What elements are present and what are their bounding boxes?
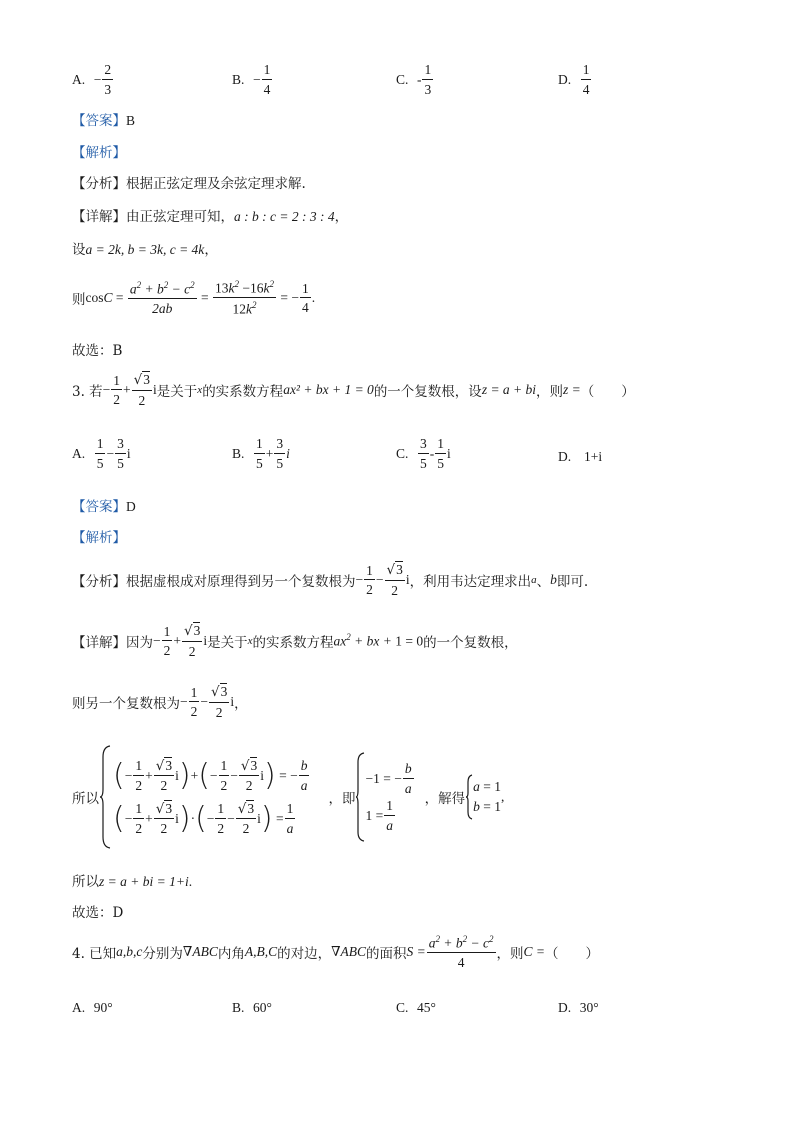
left-brace-icon [355,752,365,842]
q2-option-b: B. − $\frac{1}{4}$ [232,62,271,97]
q3-analysis: 【分析】 根据虚根成对原理得到另一个复数根为 − $\frac{1}{2}$ − $\frac{√3}{2}$ i ，利用韦达定理求出 a 、 b 即可. [72,562,589,598]
q2-analysis: 【分析】根据正弦定理及余弦定理求解. [72,176,306,192]
left-brace-icon [99,745,111,849]
q2-setting: 设a = 2k, b = 3k, c = 4k， [72,242,218,258]
option-label: A. [72,71,86,87]
question-number: 3. 若 [72,384,103,400]
q2-answer: 【答案】B [72,113,136,129]
q3-vieta-system: 所以 ( − $\frac{1}{2}$ + $\frac{√3}{2}$ i ) + ( − $\frac{1}{2}$ − $\frac{√3}{2}$ i ) = − $\frac{b}{a}$ ( − $\frac{1}{2}$ + $\frac{√3}{2}$ i ) · ( − $\frac{1}{2}$ − $\frac{√3}{2}$ i ) = $\frac{1}{a}$ ，即 −1 = − $\frac{b}{a}$ 1 = $\frac{1}{a}$ ，解得 a = 1 b = 1 , [72,745,504,849]
q4-option-b: B. 60° [232,1000,272,1015]
q3-choice: 故选：D [72,905,124,921]
q3-option-a: A. $\frac{1}{5}$ − $\frac{3}{5}$ i [72,436,131,471]
q2-cosine-formula: 则 cos C = $\frac{a^2 + b^2 - c^2}{2ab}$ = $\frac{13k^2 -16k^2}{12k^2}$ = − $\frac{1}{4}$ . [72,279,316,317]
q3-option-c: C. $\frac{3}{5}$ - $\frac{1}{5}$ i [396,436,451,471]
q4-option-d: D. 30° [558,1000,599,1015]
set-expression: a = 2k, b = 3k, c = 4k [85,242,205,257]
left-brace-icon [465,774,473,820]
q2-detail: 【详解】由正弦定理可知，a : b : c = 2 : 3 : 4， [72,209,349,225]
question-number: 4. 已知 [72,946,117,963]
q3-jiexi-heading: 【解析】 [72,530,126,546]
q3-final: 所以z = a + bi = 1+i. [72,874,193,890]
q3-conjugate-line: 则另一个复数根为 − $\frac{1}{2}$ − $\frac{√3}{2}$ i ， [72,684,248,720]
q2-option-c: C. - $\frac{1}{3}$ [396,62,432,97]
q2-jiexi-heading: 【解析】 [72,145,126,161]
equation: ax² + bx + 1 = 0 [283,382,374,397]
q4-option-a: A. 90° [72,1000,113,1015]
q3-option-d: D. 1+i [558,449,603,464]
q4-stem: 4. 已知 a,b,c 分别为 ∇ABC 内角 A,B,C 的对边， ∇ABC 的面积 S = $\frac{a^2 + b^2 - c^2}{4}$ ，则 C = （ ） [72,934,600,970]
q4-option-c: C. 45° [396,1000,436,1015]
q3-detail: 【详解】 因为 − $\frac{1}{2}$ + $\frac{√3}{2}$ i 是关于 x 的实系数方程 $ax^2$ + bx + 1 = 0 的一个复数根， [72,623,518,659]
q3-option-b: B. $\frac{1}{5}$ + $\frac{3}{5}$ i [232,436,290,471]
q3-answer: 【答案】D [72,499,136,515]
ratio-expression: a : b : c = 2 : 3 : 4 [234,209,335,224]
q2-option-d: D. $\frac{1}{4}$ [558,62,590,97]
q2-option-a: A. − $\frac{2}{3}$ [72,62,112,97]
q3-stem: 3. 若 − $\frac{1}{2}$ + $\frac{√3}{2}$ i 是关于 x 的实系数方程 ax² + bx + 1 = 0 的一个复数根，设 z = a + bi ，则 z = （ ） [72,372,635,408]
q2-choice: 故选：B [72,343,123,359]
